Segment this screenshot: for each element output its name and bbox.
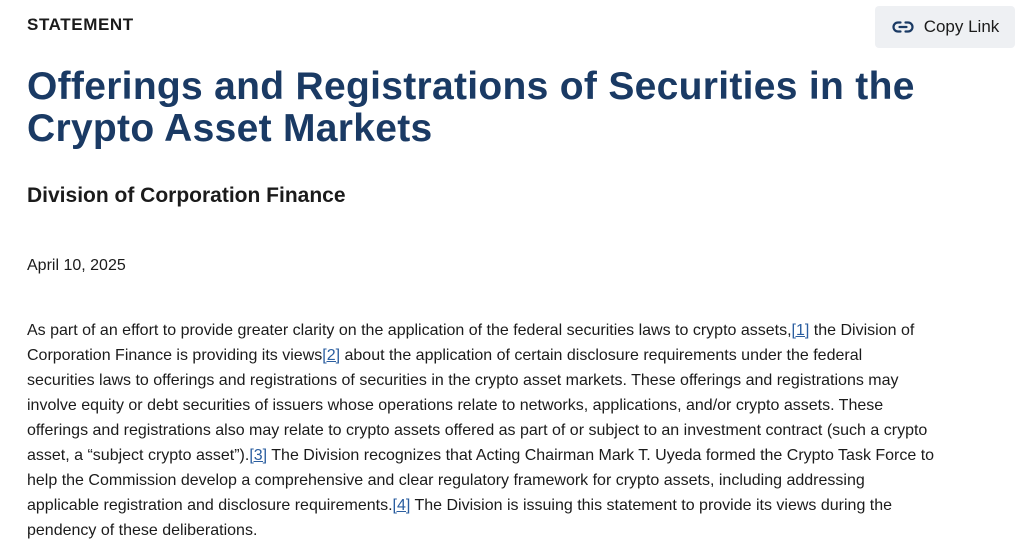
- division-name: Division of Corporation Finance: [27, 184, 346, 207]
- footnote-link-1[interactable]: [1]: [791, 322, 810, 339]
- text-run: about the application of certain disclosure requirements under the federal: [340, 347, 863, 364]
- footnote-link-4[interactable]: [4]: [392, 497, 411, 514]
- text-run: the Division of: [809, 322, 915, 339]
- link-icon: [891, 15, 915, 39]
- statement-page: [27, 0, 1017, 546]
- text-run: As part of an effort to provide greater clarity on the application of the federal securities laws to crypto assets,: [27, 322, 792, 339]
- statement-date: April 10, 2025: [27, 257, 126, 274]
- paragraph-line: [27, 318, 1017, 343]
- paragraph-line: help the Commission develop a comprehensive and clear regulatory framework for crypto assets, including addressing: [27, 472, 865, 489]
- paragraph-line: offerings and registrations also may relate to crypto assets offered as part of or subject to an investment contract (such a crypto: [27, 422, 928, 439]
- statement-header: [27, 0, 1017, 54]
- statement-paragraph: [27, 318, 1017, 543]
- text-run: The Division recognizes that Acting Chairman Mark T. Uyeda formed the Crypto Task Force to: [267, 447, 935, 464]
- copy-link-label: Copy Link: [923, 17, 1000, 36]
- text-run: asset, a “subject crypto asset”).: [27, 447, 250, 464]
- paragraph-line: [27, 493, 1017, 518]
- text-run: applicable registration and disclosure requirements.: [27, 497, 393, 514]
- paragraph-line: [27, 443, 1017, 468]
- paragraph-line: involve equity or debt securities of issuers whose operations relate to networks, applications, and/or crypto assets. These: [27, 397, 884, 414]
- page-title: Offerings and Registrations of Securities in the Crypto Asset Markets: [27, 65, 915, 150]
- text-run: The Division is issuing this statement to provide its views during the: [410, 497, 893, 514]
- content-type-label: STATEMENT: [27, 15, 134, 34]
- footnote-link-3[interactable]: [3]: [249, 447, 268, 464]
- text-run: Corporation Finance is providing its views: [27, 347, 323, 364]
- paragraph-line: securities laws to offerings and registrations of securities in the crypto asset markets. These offerings and registrations may: [27, 372, 899, 389]
- footnote-link-2[interactable]: [2]: [322, 347, 341, 364]
- paragraph-line: pendency of these deliberations.: [27, 522, 258, 539]
- copy-link-button[interactable]: [875, 6, 1015, 48]
- paragraph-line: [27, 343, 1017, 368]
